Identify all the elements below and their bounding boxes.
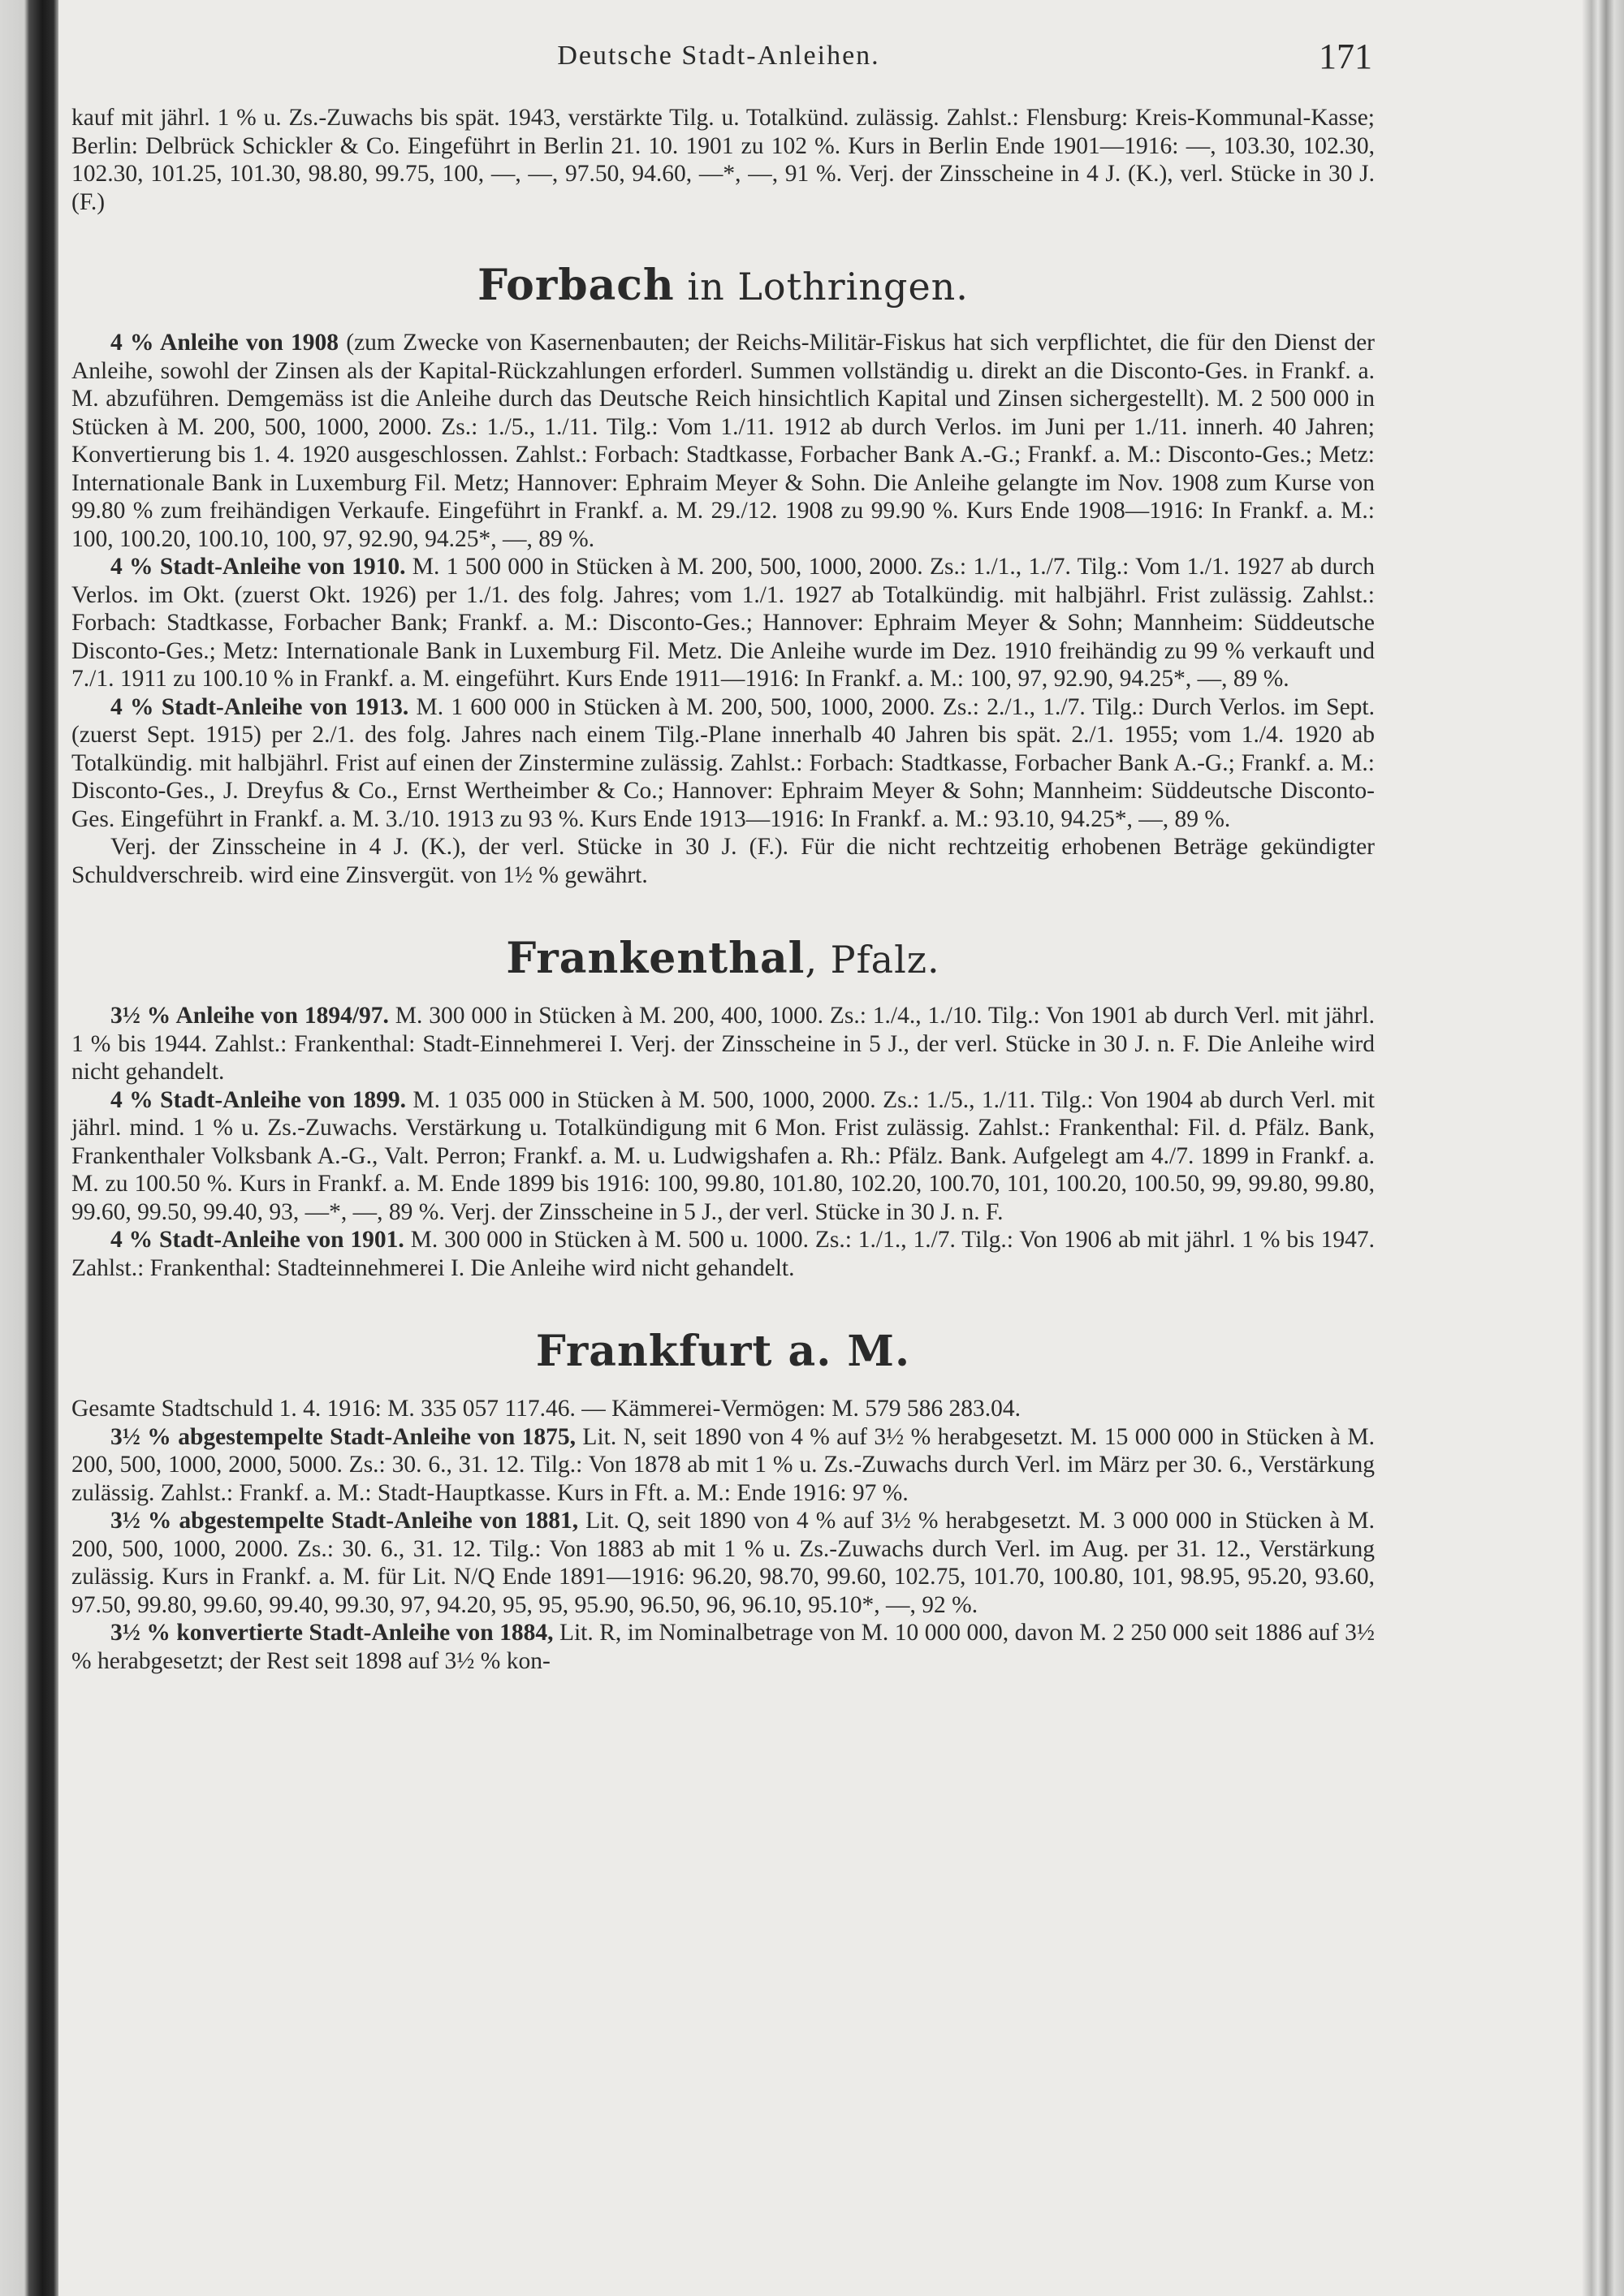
bond-entry [71,329,1375,553]
bond-entry [71,1226,1375,1282]
bond-text: M. 1 500 000 in Stücken à M. 200, 500, 1000, 2000. Zs.: 1./1., 1./7. Tilg.: Vom 1./1. 1927 ab durch Verlos. im Okt. (zuerst Okt. 1926) per 1./1. des folg. Jahres; vom 1./1. 1927 ab Totalkündig. mit halbjährl. Frist zulässig. Zahlst.: Forbach: Stadtkasse, Forbacher Bank; Frankf. a. M.: Disconto-Ges.; Hannover: Ephraim Meyer & Sohn; Mannheim: Süddeutsche Disconto-Ges.; Metz: Internationale Bank in Luxemburg Fil. Metz. Die Anleihe wurde im Dez. 1910 freihändig zu 99 % verkauft und 7./1. 1911 zu 100.10 % in Frankf. a. M. eingeführt. Kurs Ende 1911—1916: In Frankf. a. M.: 100, 97, 92.90, 94.25*, —, 89 %. [71,554,1375,692]
page-content [71,104,1375,1675]
city-heading-frankfurt [71,1327,1375,1377]
debt-summary-text: Gesamte Stadtschuld 1. 4. 1916: M. 335 057 117.46. — Kämmerei-Vermögen: M. 579 586 283.04. [71,1396,1021,1422]
intro-paragraph: kauf mit jährl. 1 % u. Zs.-Zuwachs bis spät. 1943, verstärkte Tilg. u. Totalkünd. zulässig. Zahlst.: Flensburg: Kreis-Kommunal-Kasse; Berlin: Delbrück Schickler & Co. Eingeführt in Berlin 21. 10. 1901 zu 102 %. Kurs in Berlin Ende 1901—1916: —, 103.30, 102.30, 102.30, 101.25, 101.30, 98.80, 99.75, 100, —, —, 97.50, 94.60, —*, —, 91 %. Verj. der Zinsscheine in 4 J. (K.), verl. Stücke in 30 J. (F.) [71,105,1375,215]
bond-text: M. 300 000 in Stücken à M. 200, 400, 1000. Zs.: 1./4., 1./10. Tilg.: Von 1901 ab durch Verl. mit jährl. 1 % bis 1944. Zahlst.: Frankenthal: Stadt-Einnehmerei I. Verj. der Zinsscheine in 5 J., der verl. Stücke in 30 J. n. F. Die Anleihe wird nicht gehandelt. [71,1003,1375,1085]
running-header [65,36,1372,76]
bond-text: M. 1 600 000 in Stücken à M. 200, 500, 1000, 2000. Zs.: 2./1., 1./7. Tilg.: Durch Verlos. im Sept. (zuerst Sept. 1915) per 2./1. des folg. Jahres nach einem Tilg.-Plane innerhalb 40 Jahren bis spät. 2./1. 1955; vom 1./4. 1920 ab Totalkündig. mit halbjährl. Frist auf einen der Zinstermine zulässig. Zahlst.: Forbach: Stadtkasse, Forbacher Bank A.-G.; Frankf. a. M.: Disconto-Ges., J. Dreyfus & Co., Ernst Wertheimber & Co.; Hannover: Ephraim Meyer & Sohn; Mannheim: Süddeutsche Disconto-Ges. Eingeführt in Frankf. a. M. 3./10. 1913 zu 93 %. Kurs Ende 1913—1916: In Frankf. a. M.: 93.10, 94.25*, —, 89 %. [71,693,1375,832]
page-edge [1582,0,1624,2296]
page-number: 171 [1319,37,1372,76]
bond-text: M. 1 035 000 in Stücken à M. 500, 1000, 2000. Zs.: 1./5., 1./11. Tilg.: Von 1904 ab durch Verl. mit jährl. mind. 1 % u. Zs.-Zuwachs. Verstärkung u. Totalkündigung mit 6 Mon. Frist zulässig. Zahlst.: Frankenthal: Fil. d. Pfälz. Bank, Frankenthaler Volksbank A.-G., Valt. Perron; Frankf. a. M. u. Ludwigshafen a. Rh.: Pfälz. Bank. Aufgelegt am 4./7. 1899 in Frankf. a. M. zu 100.50 %. Kurs in Frankf. a. M. Ende 1899 bis 1916: 100, 99.80, 101.80, 102.20, 100.70, 101, 100.20, 100.50, 99, 99.80, 99.80, 99.60, 99.50, 99.40, 93, —*, —, 89 %. Verj. der Zinsscheine in 5 J., der verl. Stücke in 30 J. n. F. [71,1086,1375,1225]
city-suffix: , Pfalz. [805,938,940,982]
bond-entry [71,1086,1375,1227]
running-title: Deutsche Stadt-Anleihen. [557,41,880,71]
bond-text: Lit. N, seit 1890 von 4 % auf 3½ % herabgesetzt. M. 15 000 000 in Stücken à M. 200, 500, 1000, 2000, 5000. Zs.: 30. 6., 31. 12. Tilg.: Von 1878 ab mit 1 % u. Zs.-Zuwachs durch Verl. im März per 30. 6., Verstärkung zulässig. Zahlst.: Frankf. a. M.: Stadt-Hauptkasse. Kurs in Fft. a. M.: Ende 1916: 97 %. [71,1423,1375,1506]
city-suffix: in Lothringen. [674,265,969,309]
bond-heading: 3½ % abgestempelte Stadt-Anleihe von 1881, [110,1508,579,1534]
bond-text: Lit. Q, seit 1890 von 4 % auf 3½ % herabgesetzt. M. 3 000 000 in Stücken à M. 200, 500, 1000, 2000. Zs.: 30. 6., 31. 12. Tilg.: Von 1883 ab mit 1 % u. Zs.-Zuwachs durch Verl. im Aug. per 31. 12., Verstärkung zulässig. Kurs in Frankf. a. M. für Lit. N/Q Ende 1891—1916: 96.20, 98.70, 99.60, 102.75, 101.70, 100.80, 101, 98.95, 95.20, 93.60, 97.50, 99.80, 99.60, 99.40, 99.30, 97, 94.20, 95, 95, 95.90, 96.50, 96, 96.10, 95.10*, —, 92 %. [71,1508,1375,1618]
bond-heading: 4 % Stadt-Anleihe von 1910. [110,554,406,580]
bond-entry [71,1619,1375,1675]
bond-entry [71,1423,1375,1508]
bond-heading: 3½ % Anleihe von 1894/97. [110,1003,389,1029]
bond-heading: 4 % Stadt-Anleihe von 1899. [110,1086,406,1113]
bond-heading: 4 % Stadt-Anleihe von 1901. [110,1227,404,1253]
bond-heading: 4 % Stadt-Anleihe von 1913. [110,693,409,720]
bond-heading: 4 % Anleihe von 1908 [110,330,339,356]
city-name: Frankenthal [506,934,806,983]
city-name: Forbach [477,261,675,310]
city-heading-forbach [71,261,1375,311]
bond-entry [71,553,1375,693]
bond-text: Lit. R, im Nominalbetrage von M. 10 000 000, davon M. 2 250 000 seit 1886 auf 3½ % herabgesetzt; der Rest seit 1898 auf 3½ % kon- [71,1620,1376,1674]
bond-heading: 3½ % abgestempelte Stadt-Anleihe von 1875, [110,1423,577,1450]
bond-heading: 3½ % konvertierte Stadt-Anleihe von 1884, [110,1620,554,1646]
book-binding-shadow [0,0,58,2296]
city-heading-frankenthal [71,934,1375,984]
bond-entry [71,1507,1375,1619]
bond-entry [71,1002,1375,1086]
bond-entry [71,693,1375,834]
bond-text: M. 300 000 in Stücken à M. 500 u. 1000. Zs.: 1./1., 1./7. Tilg.: Von 1906 ab mit jährl. 1 % bis 1947. Zahlst.: Frankenthal: Stadteinnehmerei I. Die Anleihe wird nicht gehandelt. [71,1227,1376,1281]
note-text: Verj. der Zinsscheine in 4 J. (K.), der verl. Stücke in 30 J. (F.). Für die nicht rechtzeitig erhobenen Beträge gekündigter Schuldverschreib. wird eine Zinsvergüt. von 1½ % gewährt. [71,834,1375,888]
note-paragraph [71,833,1375,889]
debt-summary [71,1395,1375,1423]
city-name: Frankfurt a. M. [535,1327,911,1376]
bond-text: (zum Zwecke von Kasernenbauten; der Reichs-Militär-Fiskus hat sich verpflichtet, die für den Dienst der Anleihe, sowohl der Zinsen als der Kapital-Rückzahlungen erforderl. Summen vollständig u. direkt an die Disconto-Ges. in Frankf. a. M. abzuführen. Demgemäss ist die Anleihe durch das Deutsche Reich hinsichtlich Kapital und Zinsen sichergestellt). M. 2 500 000 in Stücken à M. 200, 500, 1000, 2000. Zs.: 1./5., 1./11. Tilg.: Vom 1./11. 1912 ab durch Verlos. im Juni per 1./11. innerh. 40 Jahren; Konvertierung bis 1. 4. 1920 ausgeschlossen. Zahlst.: Forbach: Stadtkasse, Forbacher Bank A.-G.; Frankf. a. M.: Disconto-Ges.; Metz: Internationale Bank in Luxemburg Fil. Metz; Hannover: Ephraim Meyer & Sohn. Die Anleihe gelangte im Nov. 1908 zum Kurse von 99.80 % zum freihändigen Verkaufe. Eingeführt in Frankf. a. M. 29./12. 1908 zu 99.90 %. Kurs Ende 1908—1916: In Frankf. a. M.: 100, 100.20, 100.10, 100, 97, 92.90, 94.25*, —, 89 %. [71,330,1376,552]
